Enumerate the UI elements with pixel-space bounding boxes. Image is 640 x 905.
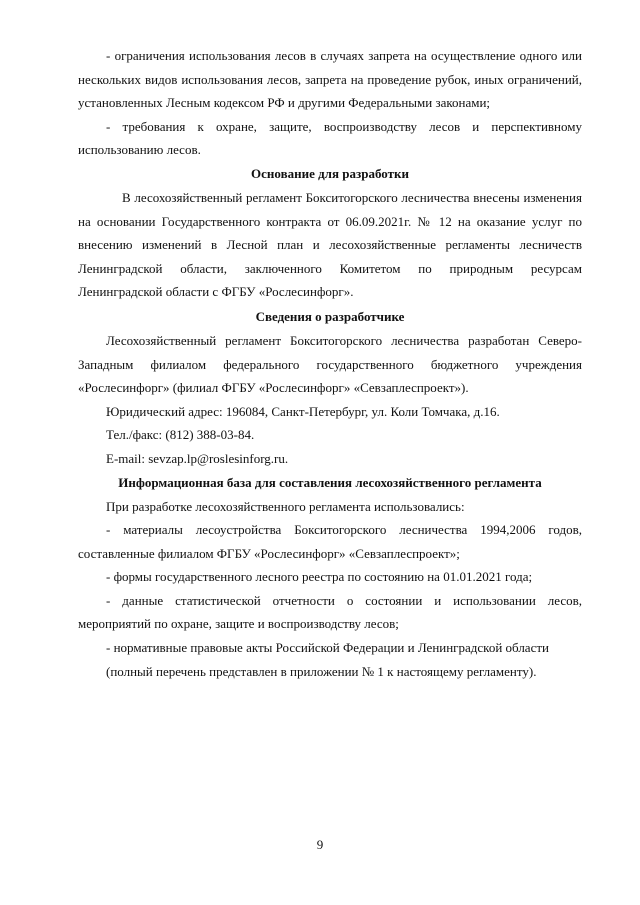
infobase-item: - данные статистической отчетности о состоянии и использовании лесов, мероприятий по охране, защите и воспроизводству лесов;	[78, 592, 582, 632]
requirements-item: - требования к охране, защите, воспроизводству лесов и перспективному использованию лесов.	[78, 118, 582, 158]
infobase-note: (полный перечень представлен в приложении № 1 к настоящему регламенту).	[106, 663, 537, 679]
developer-address: Юридический адрес: 196084, Санкт-Петербург, ул. Коли Томчака, д.16.	[106, 403, 500, 419]
developer-paragraph: Лесохозяйственный регламент Бокситогорского лесничества разработан Северо-Западным филиалом федерального государственного бюджетного учреждения «Рослесинфорг» (филиал ФГБУ «Рослесинфорг» «Севзаплеспроект»).	[78, 332, 582, 396]
infobase-item: - формы государственного лесного реестра по состоянию на 01.01.2021 года;	[106, 569, 533, 585]
page-content	[78, 44, 582, 683]
developer-heading: Сведения о разработчике	[255, 308, 405, 324]
developer-phone: Тел./факс: (812) 388-03-84.	[106, 427, 255, 443]
restrictions-item: - ограничения использования лесов в случаях запрета на осуществление одного или нескольких видов использования лесов, запрета на проведение рубок, иных ограничений, установленных Лесным кодексом РФ и другими Федеральными законами;	[78, 48, 582, 111]
developer-email: E-mail: sevzap.lp@roslesinforg.ru.	[106, 450, 289, 466]
basis-paragraph: В лесохозяйственный регламент Бокситогорского лесничества внесены изменения на основании Государственного контракта от 06.09.2021г. № 12 на оказание услуг по внесению изменений в Лесной план и лесохозяйственные регламенты лесничеств Ленинградской области, заключенного Комитетом по природным ресурсам Ленинградской области с ФГБУ «Рослесинфорг».	[78, 189, 582, 300]
page-number: 9	[316, 837, 324, 852]
infobase-lead: При разработке лесохозяйственного регламента использовались:	[106, 498, 465, 514]
infobase-heading: Информационная база для составления лесохозяйственного регламента	[118, 474, 542, 490]
basis-heading: Основание для разработки	[251, 165, 409, 181]
infobase-item: - нормативные правовые акты Российской Федерации и Ленинградской области	[106, 640, 549, 656]
infobase-item: - материалы лесоустройства Бокситогорского лесничества 1994,2006 годов, составленные филиалом ФГБУ «Рослесинфорг» «Севзаплеспроект»;	[78, 522, 582, 561]
